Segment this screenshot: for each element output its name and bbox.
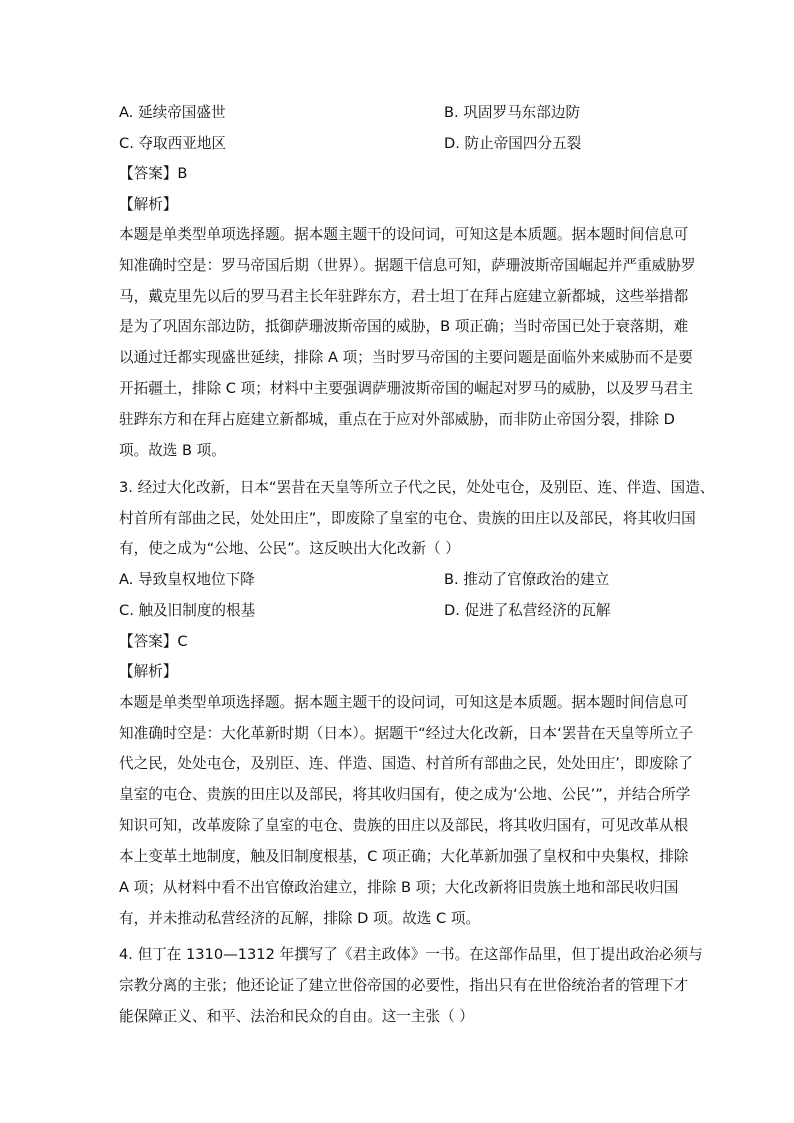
q2-analysis-line: 本题是单类型单项选择题。据本题主题干的设问词，可知这是本质题。据本题时间信息可 bbox=[119, 226, 689, 243]
q3-answer: 【答案】C bbox=[119, 633, 188, 650]
q2-option-c[interactable]: C. 夺取西亚地区 bbox=[119, 135, 227, 152]
q3-stem-line: 有，使之成为“公地、公民”。这反映出大化改新（ ） bbox=[119, 540, 460, 557]
q2-option-b[interactable]: B. 巩固罗马东部边防 bbox=[444, 104, 581, 121]
q3-analysis-line: 代之民，处处屯仓，及别臣、连、伴造、国造、村首所有部曲之民，处处田庄’，即废除了 bbox=[119, 755, 693, 772]
q2-analysis-line: 开拓疆土，排除 C 项；材料中主要强调萨珊波斯帝国的崛起对罗马的威胁，以及罗马君主 bbox=[119, 380, 694, 397]
q2-analysis-line: 项。故选 B 项。 bbox=[119, 442, 226, 459]
q3-analysis-line: 知准确时空是：大化革新时期（日本）。据题干“经过大化改新，日本‘罢昔在天皇等所立子 bbox=[119, 725, 694, 742]
q3-analysis-line: 本上变革土地制度，触及旧制度根基，C 项正确；大化革新加强了皇权和中央集权，排除 bbox=[119, 848, 689, 865]
q3-analysis-heading: 【解析】 bbox=[119, 663, 178, 680]
q3-analysis-line: A 项；从材料中看不出官僚政治建立，排除 B 项；大化改新将旧贵族土地和部民收归国 bbox=[119, 879, 679, 896]
q2-option-d[interactable]: D. 防止帝国四分五裂 bbox=[444, 135, 582, 152]
q2-analysis-line: 知准确时空是：罗马帝国后期（世界）。据题干信息可知，萨珊波斯帝国崛起并严重威胁罗 bbox=[119, 257, 696, 274]
q2-analysis-line: 马，戴克里先以后的罗马君主长年驻跸东方，君士坦丁在拜占庭建立新都城，这些举措都 bbox=[119, 288, 689, 305]
q2-analysis-heading: 【解析】 bbox=[119, 196, 178, 213]
q3-option-a[interactable]: A. 导致皇权地位下降 bbox=[119, 571, 255, 588]
q2-option-a[interactable]: A. 延续帝国盛世 bbox=[119, 104, 226, 121]
q3-option-d[interactable]: D. 促进了私营经济的瓦解 bbox=[444, 602, 611, 619]
q3-analysis-line: 知识可知，改革废除了皇室的屯仓、贵族的田庄以及部民，将其收归国有，可见改革从根 bbox=[119, 817, 689, 834]
q2-analysis-line: 以通过迁都实现盛世延续，排除 A 项；当时罗马帝国的主要问题是面临外来威胁而不是要 bbox=[119, 349, 693, 366]
q3-stem-line: 村首所有部曲之民，处处田庄”，即废除了皇室的屯仓、贵族的田庄以及部民，将其收归国 bbox=[119, 510, 696, 527]
q2-analysis-line: 是为了巩固东部边防，抵御萨珊波斯帝国的威胁，B 项正确；当时帝国已处于衰落期，难 bbox=[119, 318, 689, 335]
q4-stem-line: 宗教分离的主张；他还论证了建立世俗帝国的必要性，指出只有在世俗统治者的管理下才 bbox=[119, 977, 689, 994]
q3-option-c[interactable]: C. 触及旧制度的根基 bbox=[119, 602, 256, 619]
q3-option-b[interactable]: B. 推动了官僚政治的建立 bbox=[444, 571, 610, 588]
q4-stem-line: 4. 但丁在 1310—1312 年撰写了《君主政体》一书。在这部作品里，但丁提出政治必须与 bbox=[119, 946, 703, 963]
q3-analysis-line: 皇室的屯仓、贵族的田庄以及部民，将其收归国有，使之成为‘公地、公民’”，并结合所学 bbox=[119, 786, 691, 803]
q2-answer: 【答案】B bbox=[119, 165, 188, 182]
q3-analysis-line: 本题是单类型单项选择题。据本题主题干的设问词，可知这是本质题。据本题时间信息可 bbox=[119, 694, 689, 711]
q2-analysis-line: 驻跸东方和在拜占庭建立新都城，重点在于应对外部威胁，而非防止帝国分裂，排除 D bbox=[119, 411, 675, 428]
q3-analysis-line: 有，并未推动私营经济的瓦解，排除 D 项。故选 C 项。 bbox=[119, 910, 481, 927]
q4-stem-line: 能保障正义、和平、法治和民众的自由。这一主张（ ） bbox=[119, 1008, 474, 1025]
q3-stem-line: 3. 经过大化改新，日本“罢昔在天皇等所立子代之民，处处屯仓，及别臣、连、伴造、国造、 bbox=[119, 479, 715, 496]
